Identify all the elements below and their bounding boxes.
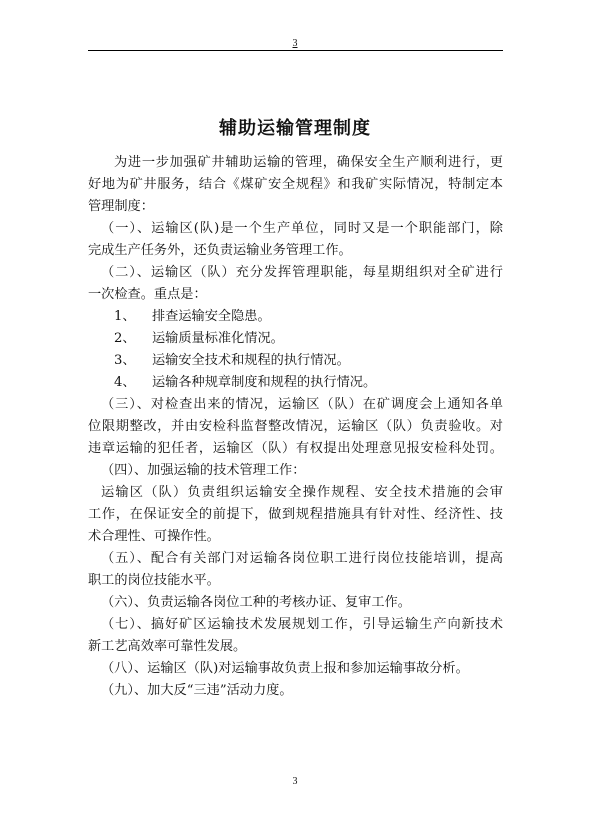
section-8-line: （八）、运输区（队)对运输事故负责上报和参加运输事故分析。 — [101, 661, 469, 676]
section-4-line: 运输区（队）负责组织运输安全操作规程、安全技术措施的会审 — [101, 485, 503, 500]
section-6-line: （六）、负责运输各岗位工种的考核办证、复审工作。 — [101, 595, 411, 610]
section-9-line: （九）、加大反“三违”活动力度。 — [101, 683, 293, 698]
section-5-line: （五）、配合有关部门对运输各岗位职工进行岗位技能培训，提高 — [101, 551, 503, 566]
section-2-line: 一次检查。重点是： — [88, 287, 207, 302]
key-point-number: 1、 — [114, 309, 136, 324]
section-4-line: 术合理性、可操作性。 — [88, 529, 220, 544]
key-point-item — [88, 328, 503, 350]
key-point-text: 排查运输安全隐患。 — [152, 309, 271, 324]
intro-line: 管理制度： — [88, 199, 154, 214]
section-4-line: 工作，在保证安全的前提下，做到规程措施具有针对性、经济性、技 — [88, 507, 503, 522]
section-5-line: 职工的岗位技能水平。 — [88, 573, 220, 588]
key-point-text: 运输各种规章制度和规程的执行情况。 — [152, 375, 377, 390]
key-point-number: 4、 — [114, 375, 136, 390]
key-point-item — [88, 306, 503, 328]
section-7-line: 新工艺高效率可靠性发展。 — [88, 639, 247, 654]
key-point-number: 3、 — [114, 353, 136, 368]
header-rule — [88, 50, 503, 51]
key-point-text: 运输质量标准化情况。 — [152, 331, 284, 346]
header-page-number: 3 — [292, 38, 298, 49]
section-3-line: 位限期整改，并由安检科监督整改情况，运输区（队）负责验收。对 — [88, 419, 503, 434]
footer-page-number: 3 — [292, 776, 298, 787]
intro-line: 好地为矿井服务，结合《煤矿安全规程》和我矿实际情况，特制定本 — [88, 177, 503, 192]
section-3-line: （三）、对检查出来的情况，运输区（队）在矿调度会上通知各单 — [101, 397, 503, 412]
key-point-text: 运输安全技术和规程的执行情况。 — [152, 353, 350, 368]
key-point-item — [88, 350, 503, 372]
intro-line: 为进一步加强矿井辅助运输的管理，确保安全生产顺利进行，更 — [114, 155, 503, 170]
document-body — [88, 152, 503, 702]
section-1-line: （一）、运输区(队)是一个生产单位，同时又是一个职能部门，除 — [101, 221, 503, 236]
key-point-item — [88, 372, 503, 394]
document-title: 辅助运输管理制度 — [219, 118, 371, 139]
key-point-number: 2、 — [114, 331, 136, 346]
section-4-heading: （四）、加强运输的技术管理工作： — [101, 463, 306, 478]
section-1-line: 完成生产任务外，还负责运输业务管理工作。 — [88, 243, 352, 258]
section-3-line: 违章运输的犯任者，运输区（队）有权提出处理意见报安检科处罚。 — [88, 441, 503, 456]
section-2-line: （二）、运输区（队）充分发挥管理职能，每星期组织对全矿进行 — [101, 265, 503, 280]
section-7-line: （七）、搞好矿区运输技术发展规划工作，引导运输生产向新技术 — [101, 617, 503, 632]
